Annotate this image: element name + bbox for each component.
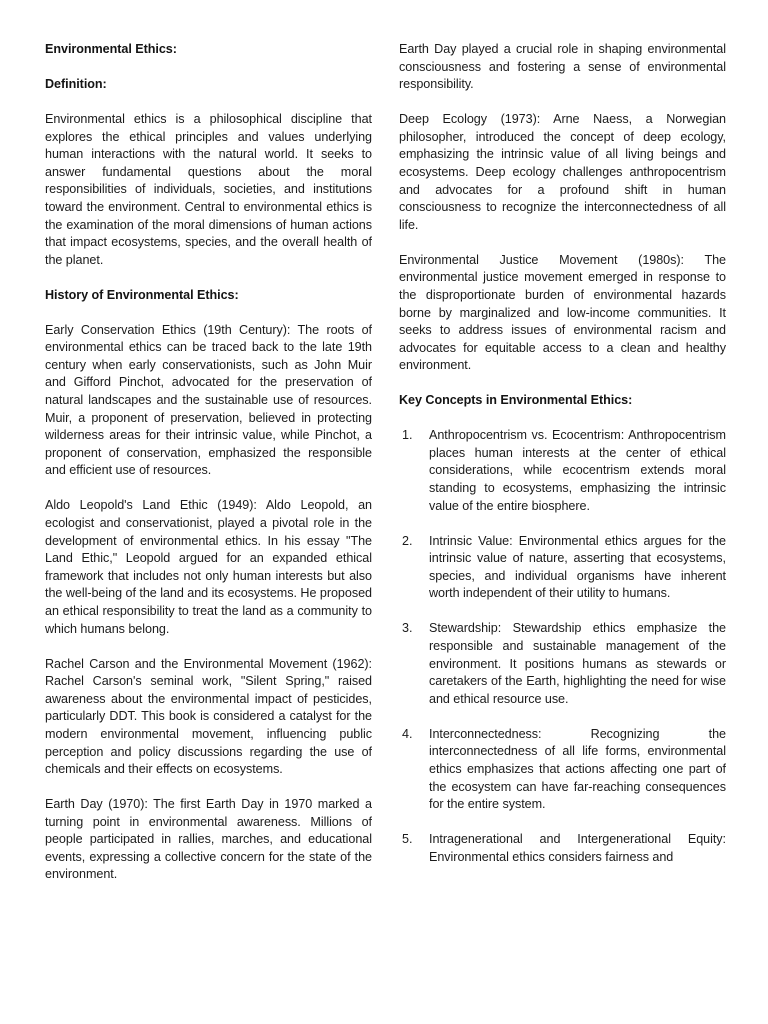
history-paragraph-rachel-carson: Rachel Carson and the Environmental Movement (1962): Rachel Carson's seminal work, "Silent Spring," raised awareness about the environmental impact of pesticides, particularly DDT. This book is considered a catalyst for the modern environmental movement, influencing public perception and policy discussions regarding the use of chemicals and their effects on ecosystems. <box>45 656 372 777</box>
list-item-number: 2. <box>402 533 413 548</box>
list-item <box>399 831 726 866</box>
key-concepts-list <box>399 427 726 866</box>
list-item-number: 5. <box>402 832 413 847</box>
right-column <box>399 41 726 1001</box>
history-paragraph-earth-day: Earth Day (1970): The first Earth Day in 1970 marked a turning point in environmental awareness. Millions of people participated in rallies, marches, and educational events, expressing a collective concern for the state of the environment. <box>45 797 372 882</box>
history-heading: History of Environmental Ethics: <box>45 287 239 302</box>
environmental-justice-paragraph: Environmental Justice Movement (1980s): The environmental justice movement emerged in response to the disproportionate burden of environmental hazards borne by marginalized and low-income communities. It seeks to address issues of environmental racism and advocates for equitable access to a clean and healthy environment. <box>399 252 726 373</box>
definition-paragraph: Environmental ethics is a philosophical discipline that explores the ethical principles and values underlying human interactions with the natural world. It seeks to answer fundamental questions about the moral responsibilities of individuals, societies, and institutions toward the environment. Central to environmental ethics is the examination of the moral dimensions of human actions that impact ecosystems, species, and the overall health of the planet. <box>45 111 372 267</box>
page-title: Environmental Ethics: <box>45 42 177 56</box>
list-item <box>399 533 726 603</box>
list-item <box>399 620 726 708</box>
list-item-text: Intragenerational and Intergenerational Equity: Environmental ethics considers fairness and <box>429 832 726 864</box>
two-column-layout <box>45 41 727 1001</box>
key-concepts-heading: Key Concepts in Environmental Ethics: <box>399 393 633 408</box>
deep-ecology-paragraph: Deep Ecology (1973): Arne Naess, a Norwegian philosopher, introduced the concept of deep ecology, emphasizing the intrinsic value of all living beings and ecosystems. Deep ecology challenges anthropocentrism and advocates for a profound shift in human consciousness to recognize the interconnectedness of all life. <box>399 112 726 232</box>
definition-heading: Definition: <box>45 76 107 91</box>
list-item-number: 4. <box>402 726 413 741</box>
list-item-number: 1. <box>402 428 413 443</box>
list-item-text: Stewardship: Stewardship ethics emphasize the responsible and sustainable management of the environment. It positions humans as stewards or caretakers of the Earth, highlighting the need for wise and ethical resource use. <box>429 621 726 706</box>
list-item-text: Anthropocentrism vs. Ecocentrism: Anthropocentrism places human interests at the center of ethical considerations, while ecocentrism extends moral standing to ecosystems, emphasizing the intrinsic value of the entire biosphere. <box>429 428 726 513</box>
list-item-number: 3. <box>402 621 413 636</box>
list-item-text: Interconnectedness: Recognizing the interconnectedness of all life forms, environmental ethics emphasizes that actions affecting one part of the ecosystem can have far-reaching consequences for the entire system. <box>429 726 726 812</box>
list-item <box>399 427 726 515</box>
history-paragraph-early-conservation: Early Conservation Ethics (19th Century): The roots of environmental ethics can be traced back to the late 19th century when early conservationists, such as John Muir and Gifford Pinchot, advocated for the preservation of natural landscapes and the sustainable use of resources. Muir, a proponent of preservation, believed in protecting wilderness areas for their intrinsic value, while Pinchot, a proponent of conservation, emphasized the responsible and efficient use of resources. <box>45 322 372 478</box>
earth-day-continuation-paragraph: Earth Day played a crucial role in shaping environmental consciousness and fostering a sense of environmental responsibility. <box>399 42 726 92</box>
history-paragraph-land-ethic: Aldo Leopold's Land Ethic (1949): Aldo Leopold, an ecologist and conservationist, played a pivotal role in the development of environmental ethics. In his essay "The Land Ethic," Leopold argued for an expanded ethical framework that includes not only human interests but also the well-being of the land and its ecosystems. He proposed an ethical responsibility to treat the land as a community to which humans belong. <box>45 498 372 636</box>
left-column <box>45 41 372 1001</box>
list-item-text: Intrinsic Value: Environmental ethics argues for the intrinsic value of nature, asserting that ecosystems, species, and individual organisms have inherent worth independent of their utility to humans. <box>429 533 726 601</box>
list-item <box>399 726 726 814</box>
